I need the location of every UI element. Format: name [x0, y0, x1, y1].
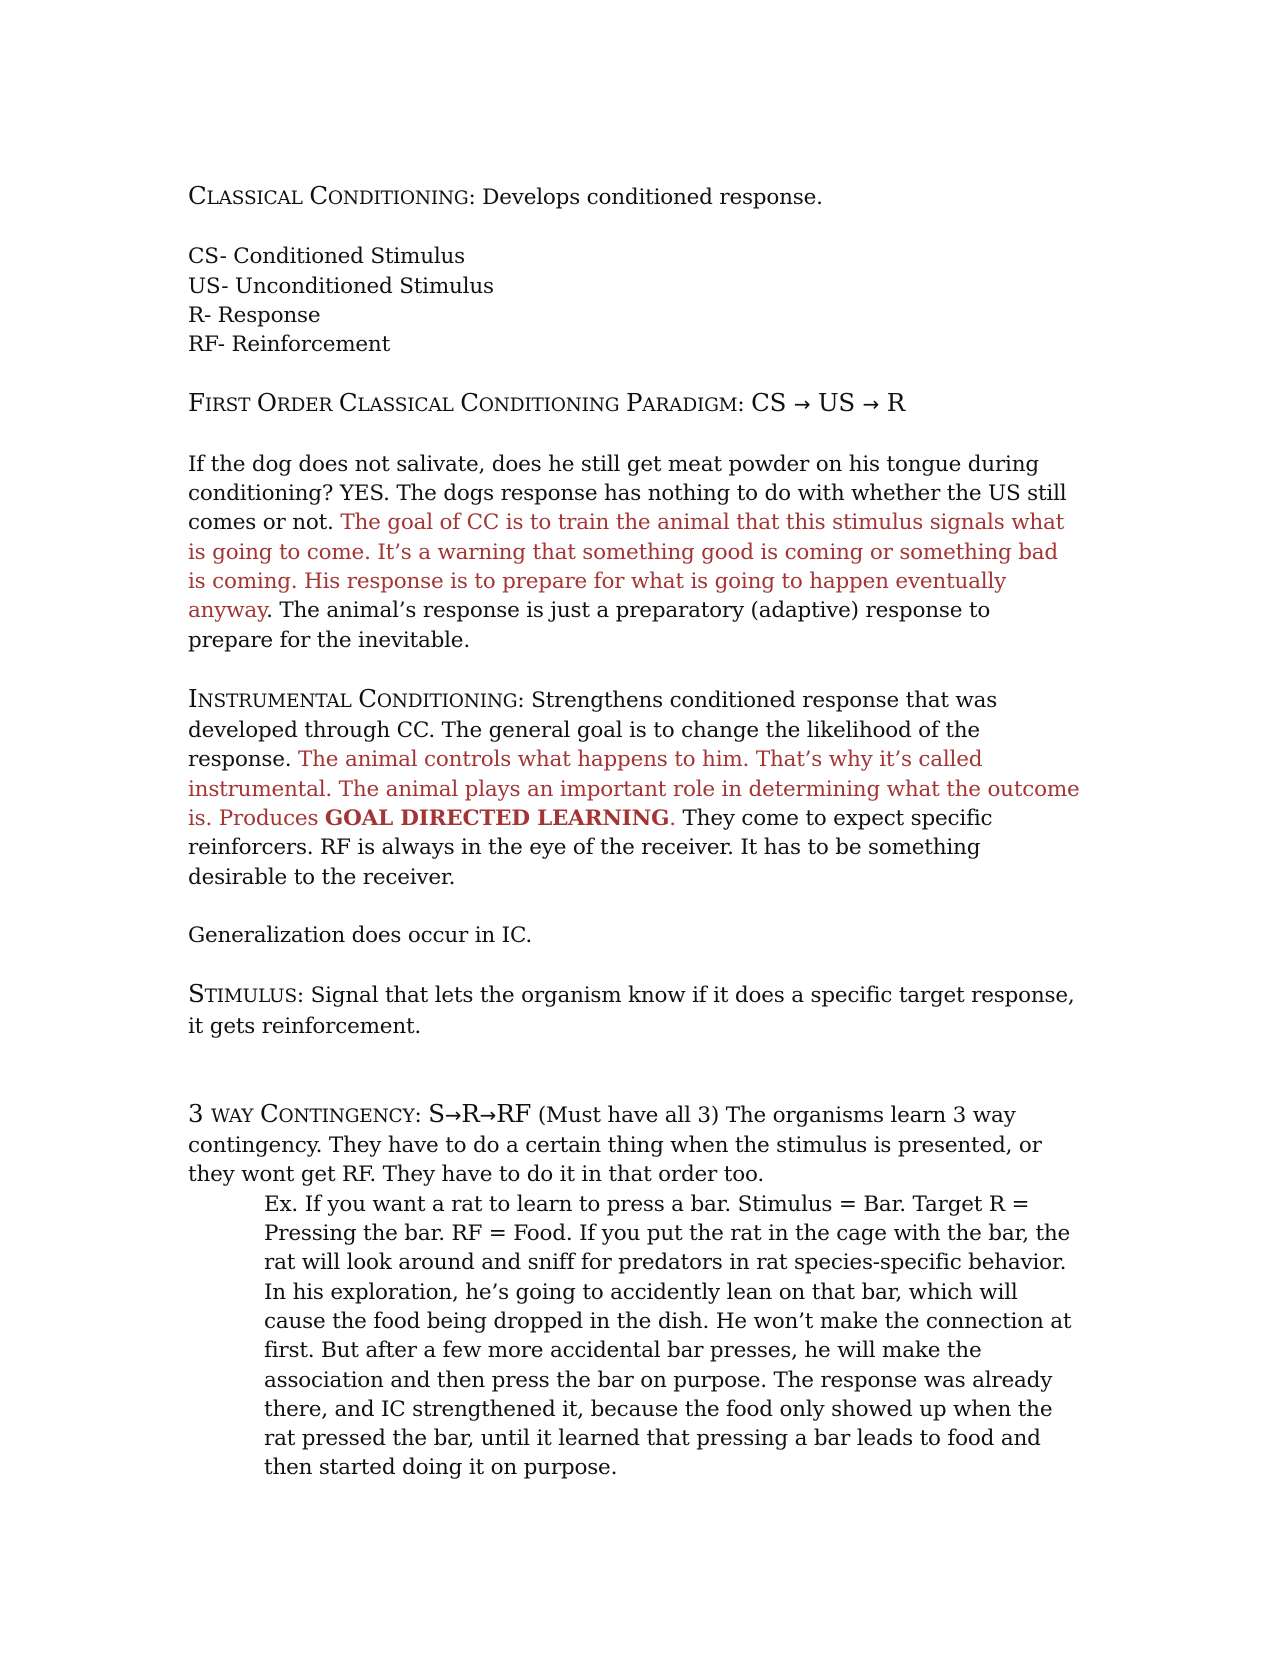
contingency-paragraph: 3 WAY CONTINGENCY: S→R→RF (Must have all 3) The organisms learn 3 way contingency. They have to do a certain thing when the stimulus is presented, or they wont get RF. They have to do it in that order too. — [188, 1098, 1042, 1188]
instrumental-conditioning-heading: INSTRUMENTAL CONDITIONING: — [188, 683, 525, 713]
highlighted-text: The animal controls what happens to him. That’s why it’s called instrumental. The animal plays an important role in determining what the outcome is. Produces — [188, 747, 1080, 832]
classical-conditioning-definition: Develops conditioned response. — [475, 185, 823, 210]
stimulus-heading: STIMULUS: — [188, 979, 304, 1009]
classical-conditioning-paragraph — [188, 181, 1080, 213]
classical-conditioning-heading: CLASSICAL CONDITIONING: — [188, 181, 476, 210]
highlighted-text: The goal of CC is to train the animal that this stimulus signals what is going to come. It’s a warning that something good is coming or something bad is coming. His response is to prepare for what is going to happen eventually anyway — [188, 510, 1065, 624]
list-item: CS- Conditioned Stimulus — [188, 244, 466, 270]
salivation-paragraph: If the dog does not salivate, does he still get meat powder on his tongue during conditioning? YES. The dogs response has nothing to do with whether the US still comes or not. The goal of CC is to train the animal that this stimulus signals what is going to come. It’s a warning that something good is coming or something bad is coming. His response is to prepare for what is going to happen eventually anyway. The animal’s response is just a preparatory (adaptive) response to prepare for the inevitable. — [188, 451, 1067, 653]
contingency-heading: 3 WAY CONTINGENCY: — [188, 1098, 422, 1128]
abbreviation-list — [188, 242, 1080, 359]
first-order-heading: FIRST ORDER CLASSICAL CONDITIONING PARADIGM: — [188, 388, 745, 418]
paradigm-formula: CS → US → R — [751, 388, 906, 418]
rat-example-paragraph: Ex. If you want a rat to learn to press a bar. Stimulus = Bar. Target R = Pressing the bar. RF = Food. If you put the rat in the cage with the bar, the rat will look around and sniff for predators in rat species-specific behavior. In his exploration, he’s going to accidently lean on that bar, which will cause the food being dropped in the dish. He won’t make the connection at first. But after a few more accidental bar presses, he will make the association and then press the bar on purpose. The response was already there, and IC strengthened it, because the food only showed up when the rat pressed the bar, until it learned that pressing a bar leads to food and then started doing it on purpose. — [264, 1191, 1072, 1481]
instrumental-conditioning-paragraph: INSTRUMENTAL CONDITIONING: Strengthens conditioned response that was developed through CC. The general goal is to change the likelihood of the response. The animal controls what happens to him. That’s why it’s called instrumental. The animal plays an important role in determining what the outcome is. Produces GOAL DIRECTED LEARNING. They come to expect specific reinforcers. RF is always in the eye of the receiver. It has to be something desirable to the receiver. — [188, 683, 1080, 890]
list-item: R- Response — [188, 302, 321, 328]
arrow-right-icon: → — [862, 392, 880, 417]
stimulus-paragraph: STIMULUS: Signal that lets the organism know if it does a specific target response, it gets reinforcement. — [188, 979, 1075, 1039]
first-order-paradigm — [188, 388, 1080, 420]
generalization-note: Generalization does occur in IC. — [188, 922, 533, 948]
arrow-right-icon: → — [793, 392, 811, 417]
list-item: US- Unconditioned Stimulus — [188, 273, 494, 299]
contingency-formula: S→R→RF — [428, 1098, 532, 1128]
list-item: RF- Reinforcement — [188, 332, 391, 358]
arrow-right-icon: → — [444, 1102, 462, 1127]
goal-directed-learning: GOAL DIRECTED LEARNING — [324, 806, 670, 832]
arrow-right-icon: → — [479, 1102, 497, 1127]
